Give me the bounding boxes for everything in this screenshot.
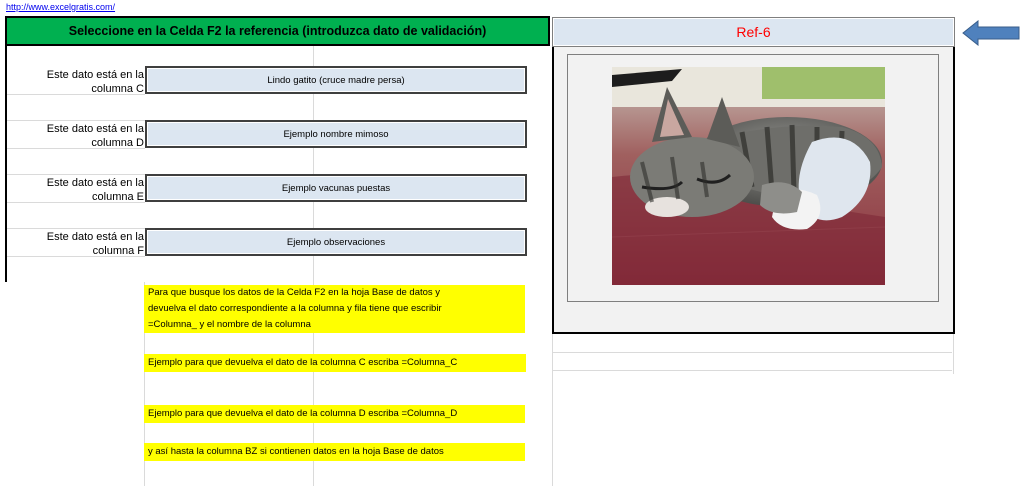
- row-label-line2: columna D: [91, 137, 144, 149]
- gridline-row: [552, 370, 952, 371]
- row-label-line1: Este dato está en la: [46, 69, 144, 81]
- note-line: =Columna_ y el nombre de la columna: [148, 319, 311, 330]
- left-arrow-icon: [962, 20, 1020, 46]
- column-d-value: Ejemplo nombre mimoso: [283, 128, 389, 140]
- example-note-column-c: [144, 354, 526, 372]
- note-line: devuelva el dato correspondiente a la columna y fila tiene que escribir: [148, 303, 442, 314]
- gridline-row: [7, 228, 145, 229]
- table-left-border: [5, 46, 7, 282]
- column-f-value-cell[interactable]: [145, 228, 527, 256]
- row-label-line2: columna C: [91, 83, 144, 95]
- column-c-value: Lindo gatito (cruce madre persa): [267, 74, 405, 86]
- gridline-row: [7, 174, 145, 175]
- row-label-line2: columna F: [92, 245, 144, 257]
- range-note: [144, 443, 525, 461]
- reference-cell[interactable]: [552, 17, 955, 47]
- row-label-line1: Este dato está en la: [46, 231, 144, 243]
- column-e-value: Ejemplo vacunas puestas: [281, 182, 391, 194]
- row-label-line1: Este dato está en la: [46, 123, 144, 135]
- gridline-row: [552, 352, 952, 353]
- column-f-value: Ejemplo observaciones: [286, 236, 386, 248]
- row-label-line1: Este dato está en la: [46, 177, 144, 189]
- example-note-column-d: [144, 405, 525, 423]
- column-c-value-cell[interactable]: [145, 66, 527, 94]
- note-line: Para que busque los datos de la Celda F2 en la hoja Base de datos y: [148, 287, 441, 298]
- gridline-row: [7, 120, 145, 121]
- note-text: Ejemplo para que devuelva el dato de la columna C escriba =Columna_C: [148, 357, 458, 368]
- row-label-column-f: [8, 230, 144, 258]
- row-label-column-e: [8, 176, 144, 204]
- instruction-note: [144, 285, 525, 333]
- row-label-column-c: [8, 68, 144, 96]
- row-label-line2: columna E: [92, 191, 144, 203]
- note-text: Ejemplo para que devuelva el dato de la columna D escriba =Columna_D: [148, 408, 458, 419]
- instruction-header-text: Seleccione en la Celda F2 la referencia (introduzca dato de validación): [68, 24, 487, 38]
- reference-value: Ref-6: [736, 24, 771, 40]
- excelgratis-link[interactable]: http://www.excelgratis.com/: [6, 2, 116, 12]
- instruction-header[interactable]: [5, 16, 550, 46]
- gridline-col-d: [552, 334, 553, 486]
- kitten-photo[interactable]: [612, 67, 885, 285]
- gridline-col-e: [953, 334, 954, 374]
- column-e-value-cell[interactable]: [145, 174, 527, 202]
- row-label-column-d: [8, 122, 144, 150]
- column-d-value-cell[interactable]: [145, 120, 527, 148]
- note-text: y así hasta la columna BZ si contienen datos en la hoja Base de datos: [148, 446, 444, 457]
